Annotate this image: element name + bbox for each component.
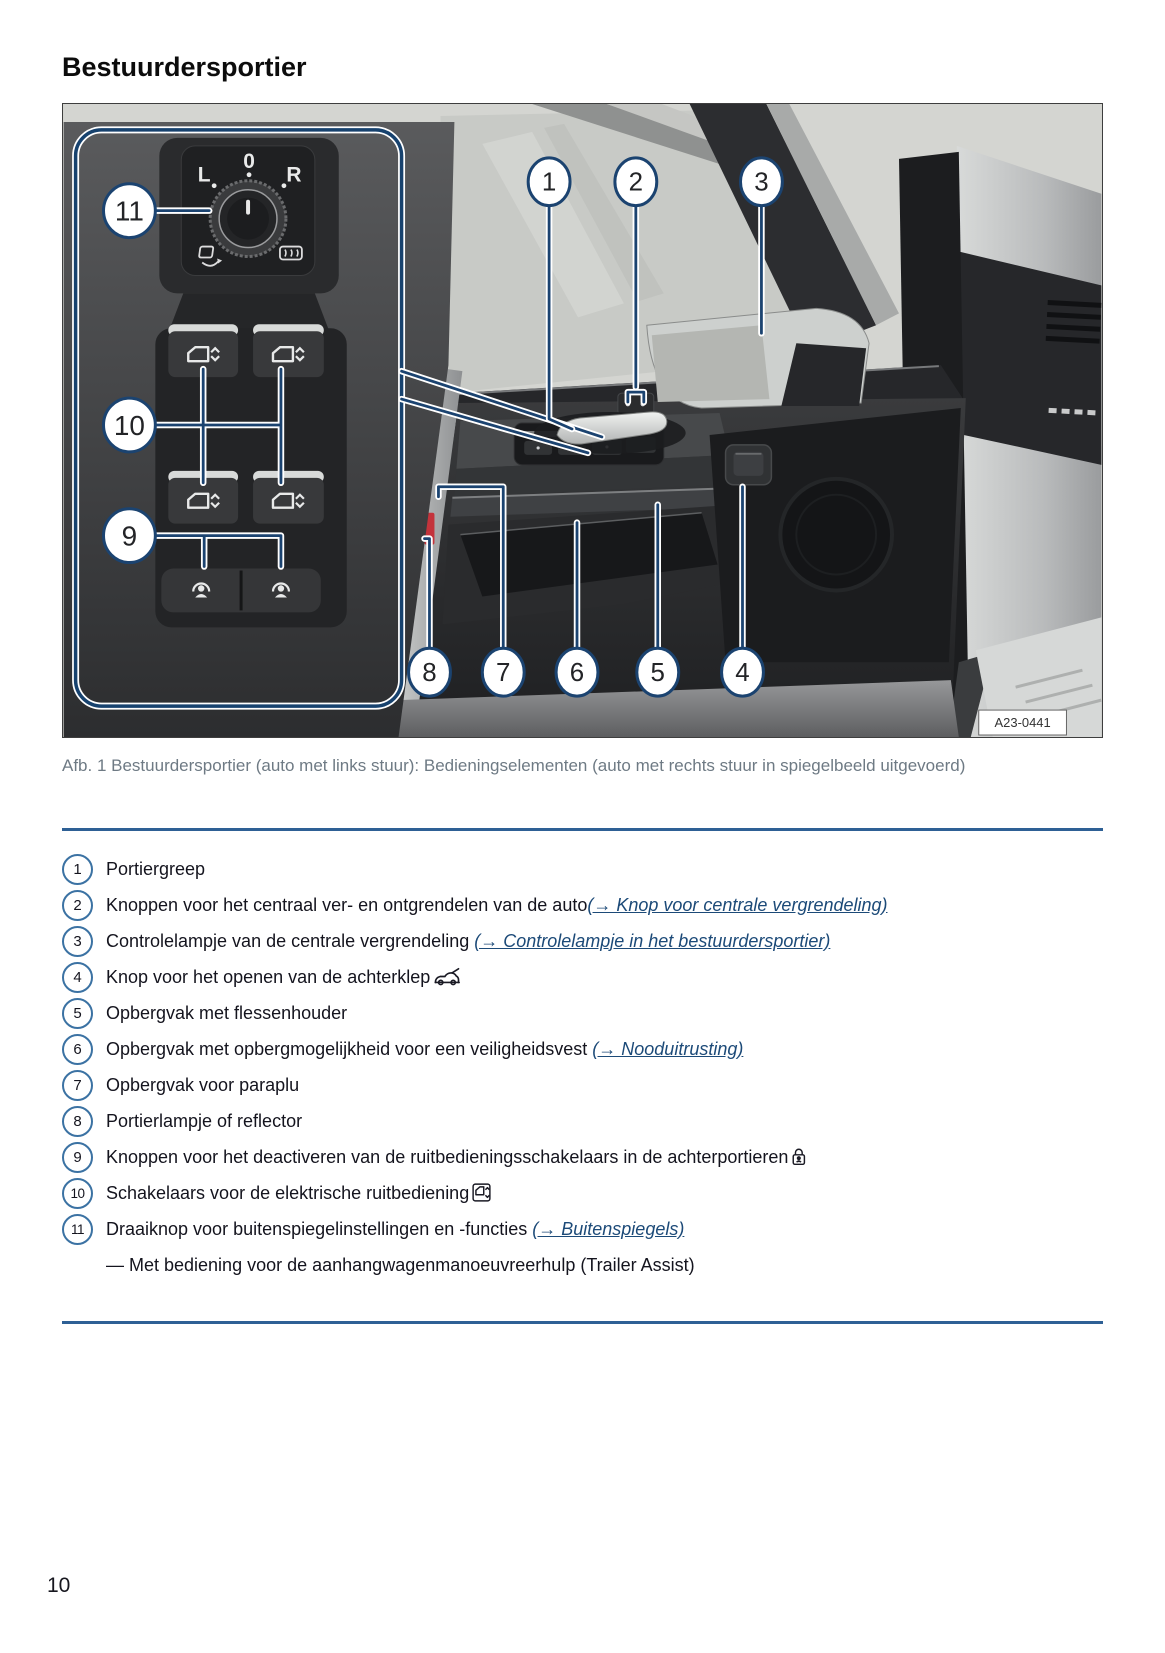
figure-image	[62, 103, 1103, 738]
legend-number-3: 3	[62, 926, 93, 957]
callout-2	[615, 158, 657, 206]
callout-11-label: 11	[114, 195, 144, 227]
legend-text-3: Controlelampje van de centrale vergrendeling	[106, 930, 475, 951]
window-switch-front-right	[253, 331, 324, 377]
legend-number-5: 5	[62, 998, 93, 1029]
legend-number-2: 2	[62, 890, 93, 921]
legend-text-8: Portierlampje of reflector	[106, 1110, 303, 1131]
child-lock-icon	[791, 1147, 807, 1166]
callout-5	[637, 648, 679, 696]
door-mirror	[647, 308, 869, 408]
xref-emergency-equipment[interactable]: (→ Nooduitrusting)	[592, 1038, 744, 1059]
callout-6-label: 6	[569, 659, 585, 688]
xref-exterior-mirrors[interactable]: (→ Buitenspiegels)	[532, 1218, 685, 1239]
callout-10	[104, 398, 156, 452]
legend-item-1	[62, 854, 1103, 885]
page-number: 10	[47, 1574, 71, 1597]
callout-4-label: 4	[735, 659, 750, 688]
legend-text-7: Opbergvak voor paraplu	[106, 1074, 300, 1095]
mirror-knob-label-center: 0	[243, 149, 255, 173]
door-illustration	[63, 104, 1102, 737]
callout-1	[528, 158, 570, 206]
legend-item-9	[62, 1142, 1103, 1173]
legend-item-5	[62, 998, 1103, 1029]
legend-number-7: 7	[62, 1070, 93, 1101]
callout-7	[482, 648, 524, 696]
legend-item-7	[62, 1070, 1103, 1101]
legend-item-10	[62, 1178, 1103, 1209]
window-switch-console	[155, 293, 346, 627]
page-title: Bestuurdersportier	[62, 52, 307, 82]
legend-text-2: Knoppen voor het centraal ver- en ontgrendelen van de auto	[106, 894, 588, 915]
legend-number-11: 11	[62, 1214, 93, 1245]
legend-number-9: 9	[62, 1142, 93, 1173]
mirror-knob	[210, 181, 286, 257]
callout-11	[104, 184, 156, 238]
window-switch-rear-right	[253, 478, 324, 524]
mirror-knob-label-left: L	[197, 163, 211, 187]
legend-sub-item-11: — Met bediening voor de aanhangwagenmanoeuvreerhulp (Trailer Assist)	[106, 1255, 695, 1275]
divider-bottom	[62, 1321, 1103, 1324]
callout-3	[741, 158, 783, 206]
callout-4	[722, 648, 764, 696]
legend-number-4: 4	[62, 962, 93, 993]
callout-10-label: 10	[113, 409, 145, 441]
window-switch-icon	[472, 1183, 491, 1202]
image-code-text: A23-0441	[994, 715, 1051, 731]
legend-text-5: Opbergvak met flessenhouder	[106, 1002, 348, 1023]
legend-number-10: 10	[62, 1178, 93, 1209]
mirror-control	[159, 138, 338, 294]
callout-8	[409, 648, 451, 696]
legend-text-4: Knop voor het openen van de achterklep	[106, 966, 431, 987]
callout-6	[556, 648, 598, 696]
legend-number-6: 6	[62, 1034, 93, 1065]
image-code-label	[979, 710, 1067, 735]
legend-number-8: 8	[62, 1106, 93, 1137]
callout-3-label: 3	[754, 168, 769, 197]
dashboard	[959, 252, 1102, 465]
legend-item-4	[62, 962, 1103, 993]
callout-9	[104, 509, 156, 563]
door-handle	[534, 412, 686, 454]
figure-caption: Afb. 1 Bestuurdersportier (auto met links stuur): Bedieningselementen (auto met rechts stuur in spiegelbeeld uitgevoerd)	[62, 756, 966, 775]
callout-1-label: 1	[541, 168, 557, 197]
legend-item-11	[62, 1214, 1103, 1277]
legend-text-9: Knoppen voor het deactiveren van de ruitbedieningsschakelaars in de achterportieren	[106, 1146, 789, 1167]
legend-item-2	[62, 890, 1103, 921]
callout-7-label: 7	[496, 659, 511, 688]
tailgate-release-button	[726, 445, 772, 485]
legend-text-11: Draaiknop voor buitenspiegelinstellingen en -functies	[106, 1218, 533, 1239]
callout-9-label: 9	[121, 520, 138, 552]
divider-top	[62, 828, 1103, 831]
legend-number-1: 1	[62, 854, 93, 885]
callout-8-label: 8	[422, 659, 437, 688]
xref-central-locking[interactable]: (→ Knop voor centrale vergrendeling)	[587, 894, 888, 915]
callout-5-label: 5	[650, 659, 665, 688]
legend-item-8	[62, 1106, 1103, 1137]
trunk-open-icon	[433, 967, 462, 986]
legend-list	[62, 854, 1103, 1277]
legend-text-6: Opbergvak met opbergmogelijkheid voor een veiligheidsvest	[106, 1038, 593, 1059]
mirror-knob-label-right: R	[286, 163, 302, 187]
figure-bestuurdersportier	[62, 103, 1103, 779]
legend-text-10: Schakelaars voor de elektrische ruitbediening	[106, 1182, 470, 1203]
legend-text-1: Portiergreep	[106, 858, 206, 879]
legend-item-3	[62, 926, 1103, 957]
child-lock-buttons	[161, 569, 320, 613]
legend-item-6	[62, 1034, 1103, 1065]
xref-warning-lamp[interactable]: (→ Controlelampje in het bestuurdersportier)	[474, 930, 831, 951]
callout-2-label: 2	[628, 168, 644, 197]
